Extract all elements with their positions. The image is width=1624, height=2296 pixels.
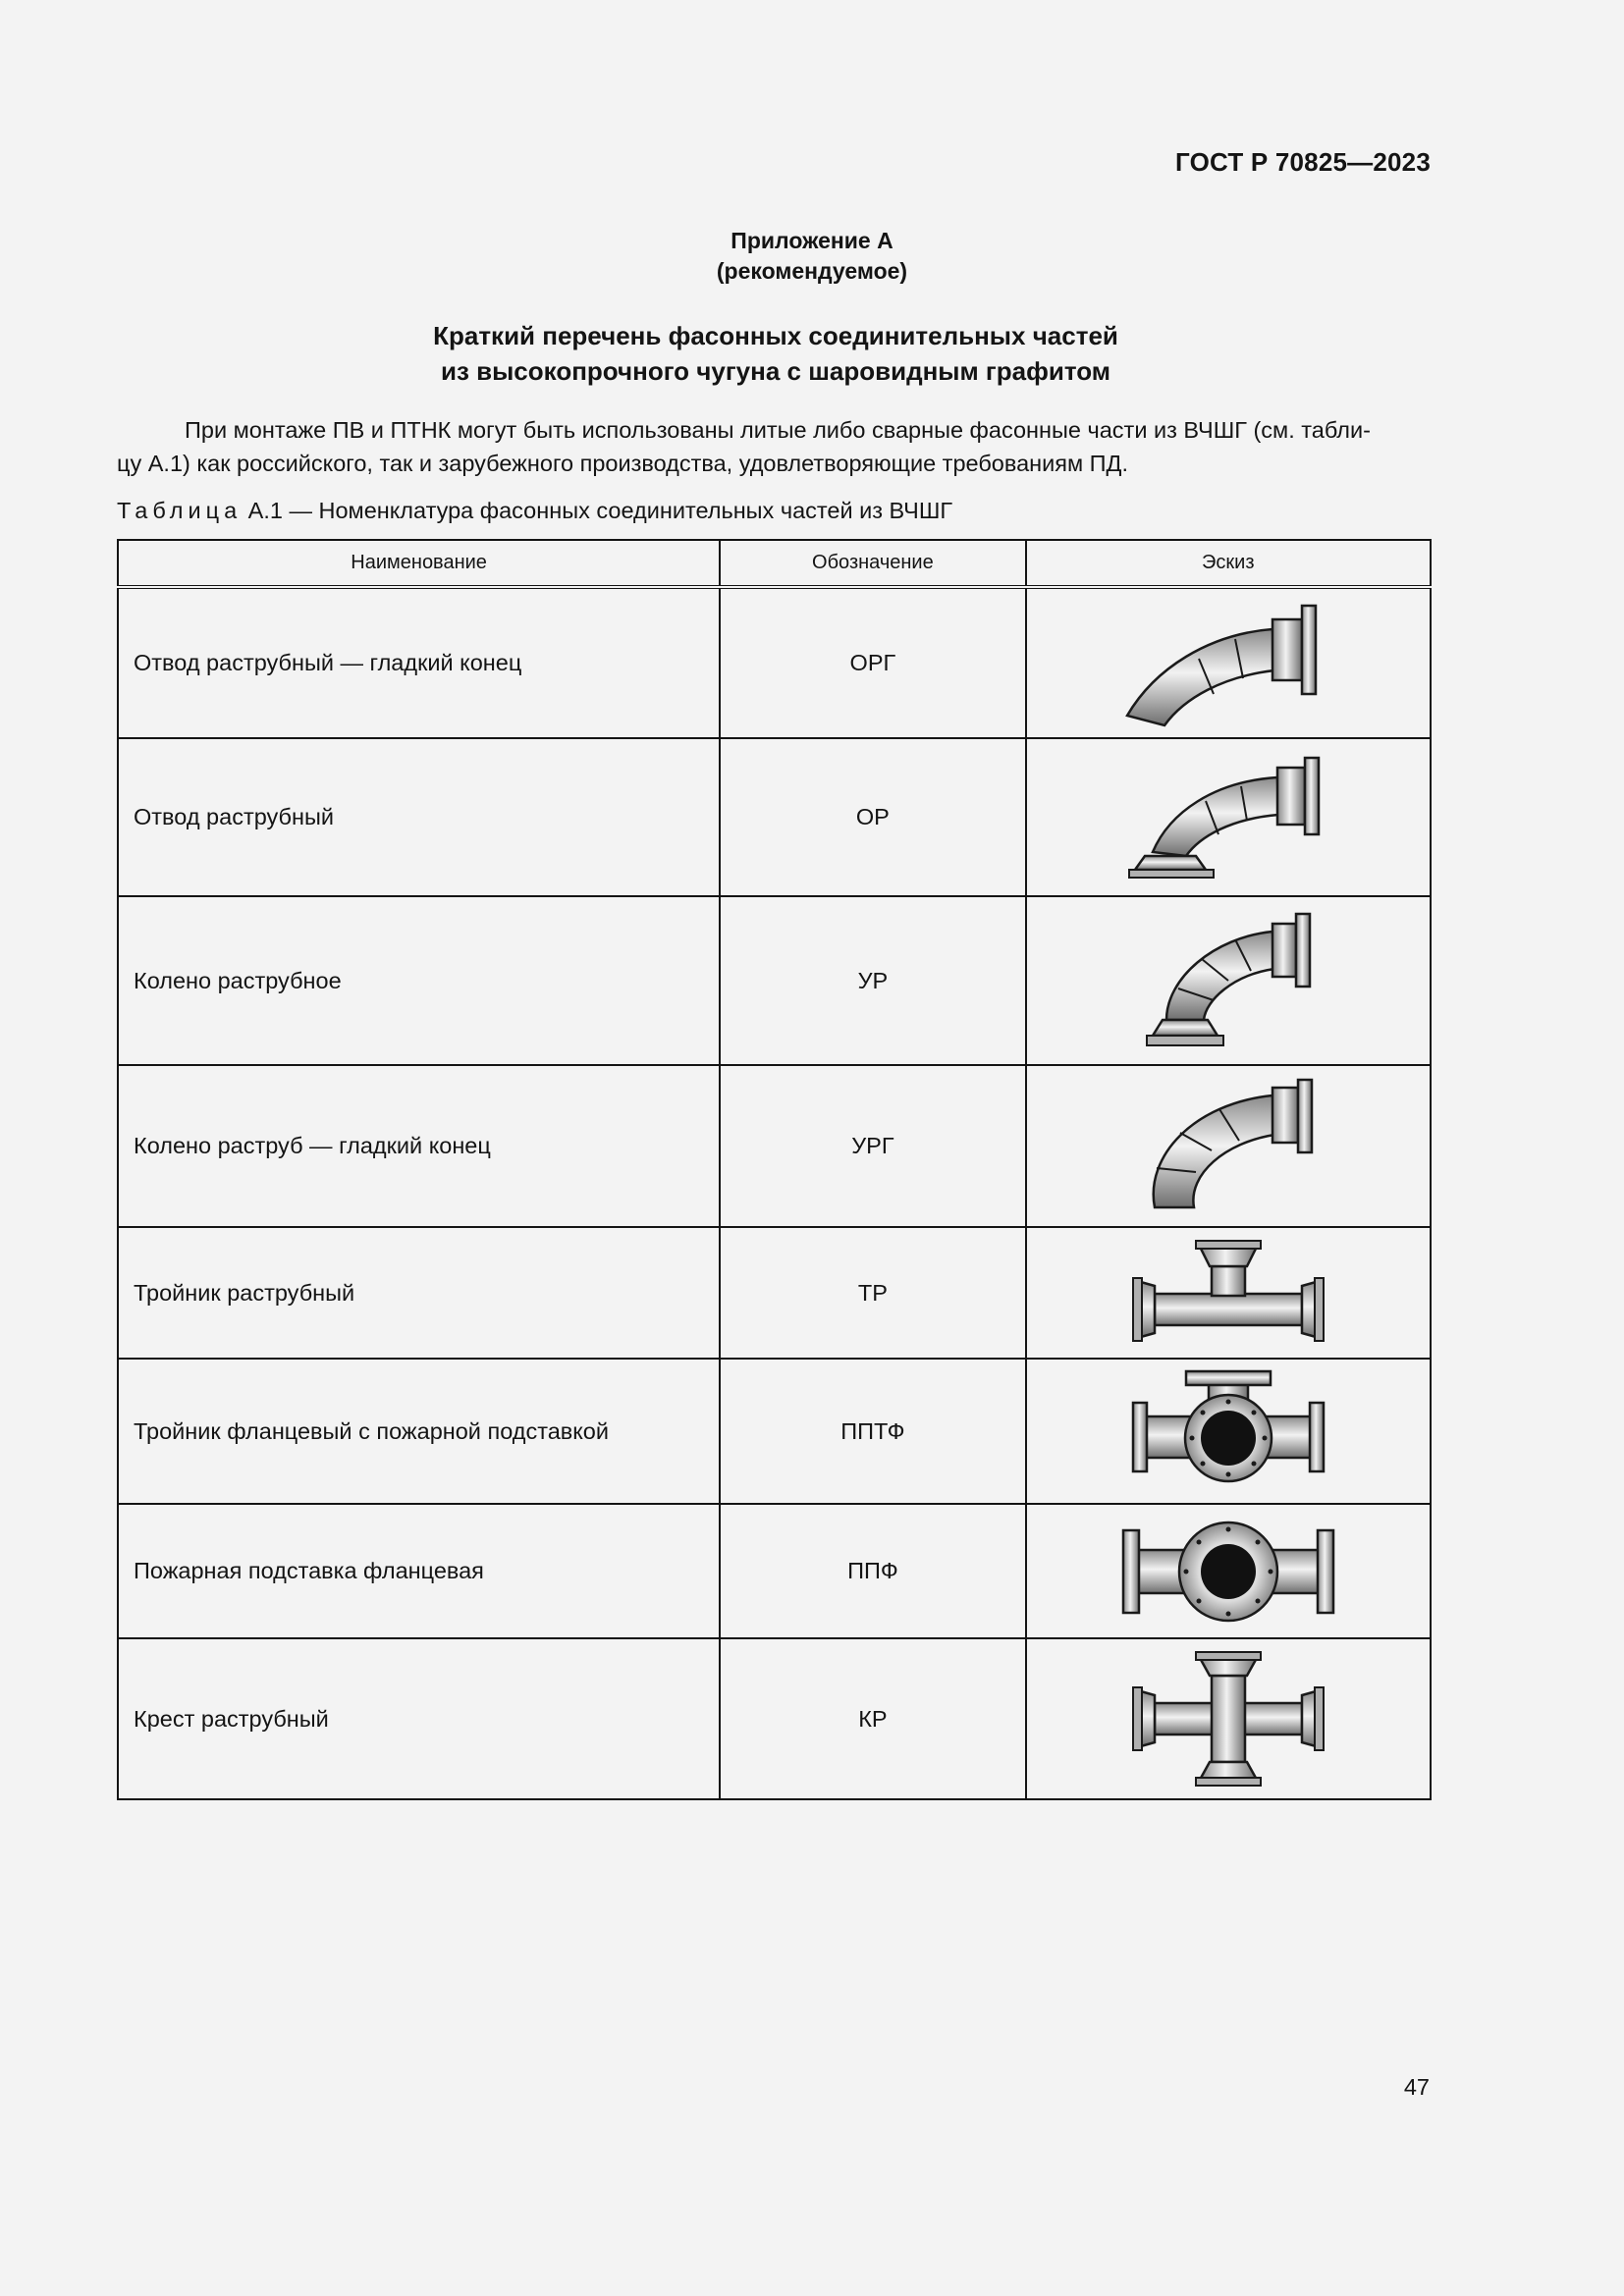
table-row	[118, 738, 1431, 896]
table-row	[118, 1065, 1431, 1227]
row-code: ППФ	[720, 1504, 1025, 1638]
table-row	[118, 1504, 1431, 1638]
header-sketch: Эскиз	[1026, 540, 1431, 587]
header-name: Наименование	[118, 540, 720, 587]
table-header-row	[118, 540, 1431, 587]
intro-line-1: При монтаже ПВ и ПТНК могут быть использованы литые либо сварные фасонные части из ВЧШГ (см. табли-	[185, 417, 1371, 443]
section-title-line-1: Краткий перечень фасонных соединительных частей	[433, 321, 1118, 350]
row-name: Тройник фланцевый с пожарной подставкой	[118, 1359, 720, 1504]
row-code: УР	[720, 896, 1025, 1065]
row-code: ОР	[720, 738, 1025, 896]
appendix-status: (рекомендуемое)	[716, 258, 908, 284]
socket-tee-icon	[1115, 1239, 1341, 1347]
row-code: ППТФ	[720, 1359, 1025, 1504]
table-row	[118, 1359, 1431, 1504]
section-title	[0, 318, 1551, 389]
flanged-hydrant-tee-icon	[1115, 1367, 1341, 1495]
table-row	[118, 1638, 1431, 1799]
table-row	[118, 1227, 1431, 1359]
row-name: Отвод раструбный — гладкий конец	[118, 587, 720, 738]
table-caption-label: Таблица	[117, 498, 243, 523]
table-caption	[117, 495, 952, 526]
nomenclature-table	[117, 539, 1432, 1800]
header-code: Обозначение	[720, 540, 1025, 587]
row-code: УРГ	[720, 1065, 1025, 1227]
table-row	[118, 896, 1431, 1065]
elbow-double-socket-icon	[1115, 910, 1341, 1052]
row-name: Колено раструб — гладкий конец	[118, 1065, 720, 1227]
row-code: ОРГ	[720, 587, 1025, 738]
flanged-hydrant-stand-icon	[1115, 1513, 1341, 1630]
row-name: Отвод раструбный	[118, 738, 720, 896]
row-code: ТР	[720, 1227, 1025, 1359]
row-name: Тройник раструбный	[118, 1227, 720, 1359]
elbow-socket-spigot-icon	[1115, 1078, 1341, 1215]
document-code: ГОСТ Р 70825—2023	[1175, 147, 1431, 177]
table-row	[118, 587, 1431, 738]
socket-cross-icon	[1115, 1650, 1341, 1788]
page-number: 47	[1403, 2074, 1430, 2100]
intro-line-2: цу А.1) как российского, так и зарубежного производства, удовлетворяющие требованиям ПД.	[117, 451, 1128, 476]
row-code: КР	[720, 1638, 1025, 1799]
bend-double-socket-icon	[1115, 754, 1341, 881]
row-name: Пожарная подставка фланцевая	[118, 1504, 720, 1638]
intro-paragraph	[117, 413, 1431, 480]
row-name: Крест раструбный	[118, 1638, 720, 1799]
appendix-heading	[0, 226, 1624, 287]
row-name: Колено раструбное	[118, 896, 720, 1065]
table-caption-text: А.1 — Номенклатура фасонных соединительных частей из ВЧШГ	[242, 498, 953, 523]
section-title-line-2: из высокопрочного чугуна с шаровидным графитом	[440, 356, 1111, 386]
appendix-name: Приложение А	[731, 228, 893, 253]
bend-socket-spigot-icon	[1115, 600, 1341, 727]
